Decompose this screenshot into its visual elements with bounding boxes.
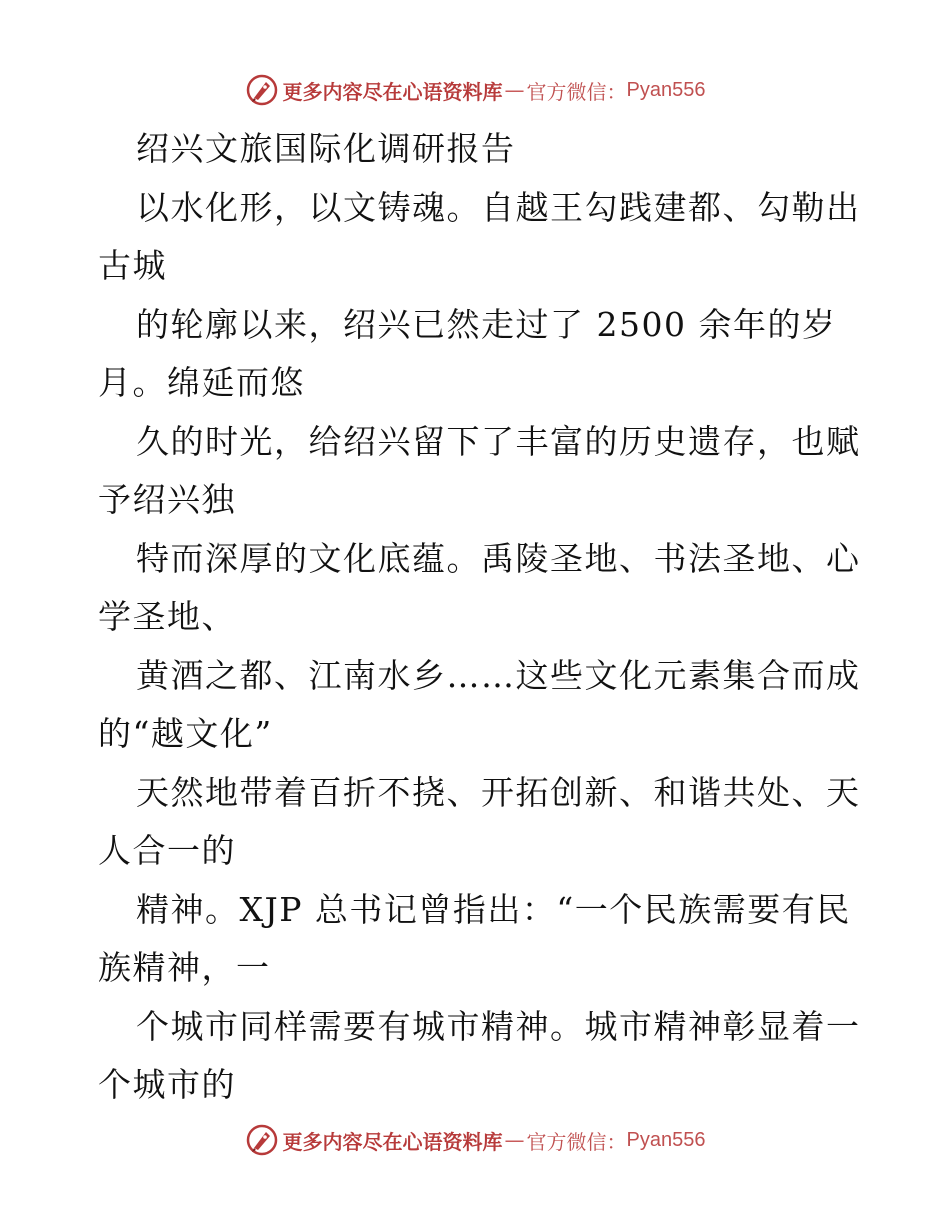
text-line: 古城 <box>98 246 167 285</box>
text-line: 的“越文化” <box>98 714 273 753</box>
banner-dash: — <box>504 1128 525 1152</box>
document-body <box>98 120 861 1115</box>
wechat-id: Pyan556 <box>626 78 706 101</box>
header-banner <box>0 70 950 110</box>
text-line: 特而深厚的文化底蕴。禹陵圣地、书法圣地、心 <box>136 538 861 578</box>
site-name: 更多内容尽在心语资料库 <box>282 79 503 104</box>
text-line: 人合一的 <box>98 831 236 870</box>
text-line: 个城市的 <box>98 1065 236 1104</box>
text-line: 精神。XJP 总书记曾指出：“一个民族需要有民 <box>136 889 851 929</box>
text-line: 绍兴文旅国际化调研报告 <box>136 129 516 168</box>
banner-dash: — <box>504 78 525 102</box>
text-line: 学圣地、 <box>98 597 236 636</box>
text-line: 月。绵延而悠 <box>98 363 305 402</box>
text-line: 族精神，一 <box>98 948 271 987</box>
text-line: 久的时光，给绍兴留下了丰富的历史遗存，也赋 <box>136 421 861 461</box>
text-line: 天然地带着百折不挠、开拓创新、和谐共处、天 <box>136 772 861 812</box>
wechat-id: Pyan556 <box>626 1128 706 1151</box>
text-line: 个城市同样需要有城市精神。城市精神彰显着一 <box>136 1006 861 1046</box>
text-line: 以水化形，以文铸魂。自越王勾践建都、勾勒出 <box>136 187 861 227</box>
text-line: 黄酒之都、江南水乡……这些文化元素集合而成 <box>136 655 861 695</box>
site-name: 更多内容尽在心语资料库 <box>282 1129 503 1154</box>
text-line: 的轮廓以来，绍兴已然走过了 2500 余年的岁 <box>136 304 837 344</box>
footer-banner <box>0 1120 950 1160</box>
pen-nib-logo-icon <box>245 1123 279 1157</box>
wechat-label: 官方微信： <box>526 1129 627 1154</box>
pen-nib-logo-icon <box>245 73 279 107</box>
wechat-label: 官方微信： <box>526 79 627 104</box>
text-line: 予绍兴独 <box>98 480 236 519</box>
